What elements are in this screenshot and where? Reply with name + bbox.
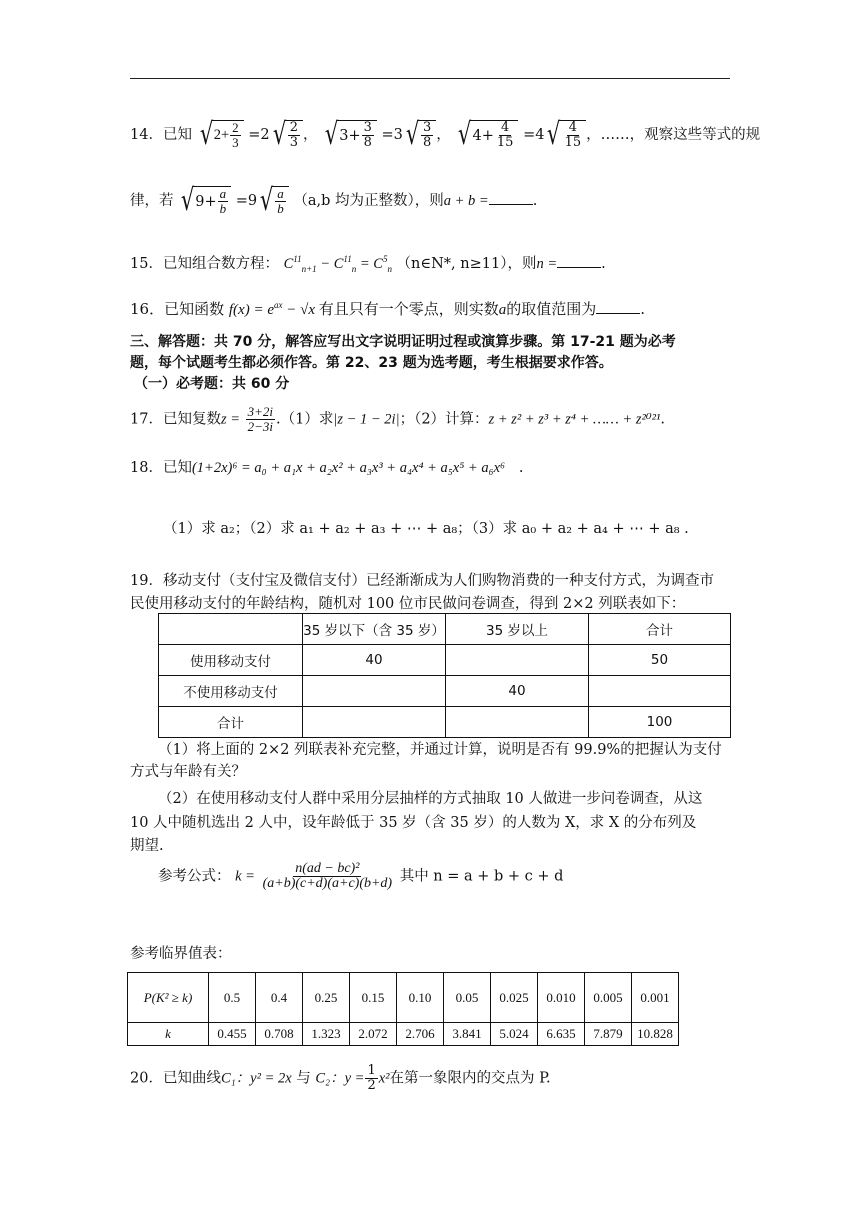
section3-line1: 三、解答题：共 70 分，解答应写出文字说明证明过程或演算步骤。第 17-21 题为必考 [130, 334, 676, 350]
table-row: 35 岁以下（含 35 岁） 35 岁以上 合计 [159, 614, 731, 645]
q18-parts: （1）求 a₂；（2）求 a₁ + a₂ + a₃ + ⋯ + a₈；（3）求 a₀ + a₂ + a₄ + ⋯ + a₈ . [163, 521, 689, 537]
sqrt-2: √ 3+ $\frac{3}{8}$ [322, 120, 377, 150]
q15-line: 15．已知组合数方程： $C^{11}_{n+1} - C^{11}_n = C^5_n$ （n∈N*, n≥11），则n = . [130, 254, 606, 274]
q19-part2b: 10 人中随机选出 2 人中，设年龄低于 35 岁（含 35 岁）的人数为 X，求 X 的分布列及 [130, 815, 697, 831]
q15-equation: $C^{11}_{n+1} - C^{11}_n = C^5_n$ [283, 254, 392, 274]
q19-line2: 民使用移动支付的年龄结构，随机对 100 位市民做问卷调查，得到 2×2 列联表如下： [130, 596, 686, 612]
q19-part1a: （1）将上面的 2×2 列联表补充完整，并通过计算，说明是否有 99.9%的把握认为支付 [158, 742, 722, 758]
sqrt-3b: √ $\frac{4}{15}$ [544, 120, 586, 150]
q16-answer-blank [596, 301, 640, 314]
contingency-table [158, 613, 731, 738]
q15-answer-blank [557, 255, 601, 268]
q17-line: 17．已知复数z = $\frac{3+2i}{2-3i}$ .（1）求|z − 1 − 2i|；（2）计算：z + z² + z³ + z⁴ + …… + z²⁰²¹. [130, 404, 665, 434]
sqrt-1: √ 2+ $\frac{2}{3}$ [197, 120, 244, 150]
sqrt-2b: √ $\frac{3}{8}$ [403, 120, 436, 150]
section3-line2: 题，每个试题考生都必须作答。第 22、23 题为选考题，考生根据要求作答。 [130, 355, 613, 371]
q19-formula: 参考公式： k = $\frac{\text{n(ad − bc)²}}{(a+b)(c+d)(a+c)(b+d)}$ 其中 n = a + b + c + d [158, 861, 564, 891]
table-row: k 0.455 0.708 1.323 2.072 2.706 3.841 5.024 6.635 7.879 10.828 [128, 1023, 679, 1046]
q19-crit-label: 参考临界值表： [130, 946, 232, 962]
q19-part1b: 方式与年龄有关？ [130, 764, 246, 780]
critical-value-table [127, 972, 679, 1046]
q14-answer-blank [489, 192, 533, 205]
q19-part2c: 期望. [130, 838, 164, 854]
q14-line1: 14．已知 √ 2+ $\frac{2}{3}$ =2 √ $\frac{2}{3}$ ， √ 3+ $\frac{3}{8}$ =3 √ $\frac{3}{8}$ ， √ 4+ $\frac{4}{15}$ =4 √ $\frac{4}{15}$ ，……，观察这些等式的规 [130, 117, 761, 152]
header-rule [130, 78, 730, 79]
table-row: P(K² ≥ k) 0.5 0.4 0.25 0.15 0.10 0.05 0.025 0.010 0.005 0.001 [128, 973, 679, 1023]
q19-line1: 19．移动支付（支付宝及微信支付）已经渐渐成为人们购物消费的一种支付方式，为调查市 [130, 573, 714, 589]
q16-line: 16．已知函数 $f(x) = e^{ax} - √x$ 有且只有一个零点，则实数a的取值范围为 . [130, 300, 646, 318]
section3-line3: （一）必考题：共 60 分 [134, 376, 290, 392]
q20-line: 20．已知曲线C₁：y² = 2x 与 C₂：y = $\frac{1}{2}$ x²在第一象限内的交点为 P. [130, 1063, 551, 1093]
sqrt-4b: √ $\frac{a}{b}$ [257, 186, 289, 216]
table-row: 不使用移动支付 40 [159, 676, 731, 707]
q19-part2a: （2）在使用移动支付人群中采用分层抽样的方式抽取 10 人做进一步问卷调查，从这 [158, 791, 703, 807]
sqrt-4: √ 9+ $\frac{a}{b}$ [178, 186, 231, 216]
table-row: 合计 100 [159, 707, 731, 738]
table-row: 使用移动支付 40 50 [159, 645, 731, 676]
q14-number: 14．已知 [130, 127, 192, 143]
q14-line2: 律，若 √ 9+ $\frac{a}{b}$ =9 √ $\frac{a}{b}$ （a,b 均为正整数），则a + b = . [130, 183, 538, 218]
sqrt-3: √ 4+ $\frac{4}{15}$ [455, 120, 518, 150]
sqrt-1b: √ $\frac{2}{3}$ [270, 120, 303, 150]
q18-line: 18．已知(1+2x)⁶ = a₀ + a₁x + a₂x² + a₃x³ + a₄x⁴ + a₅x⁵ + a₆x⁶ . [130, 460, 524, 476]
